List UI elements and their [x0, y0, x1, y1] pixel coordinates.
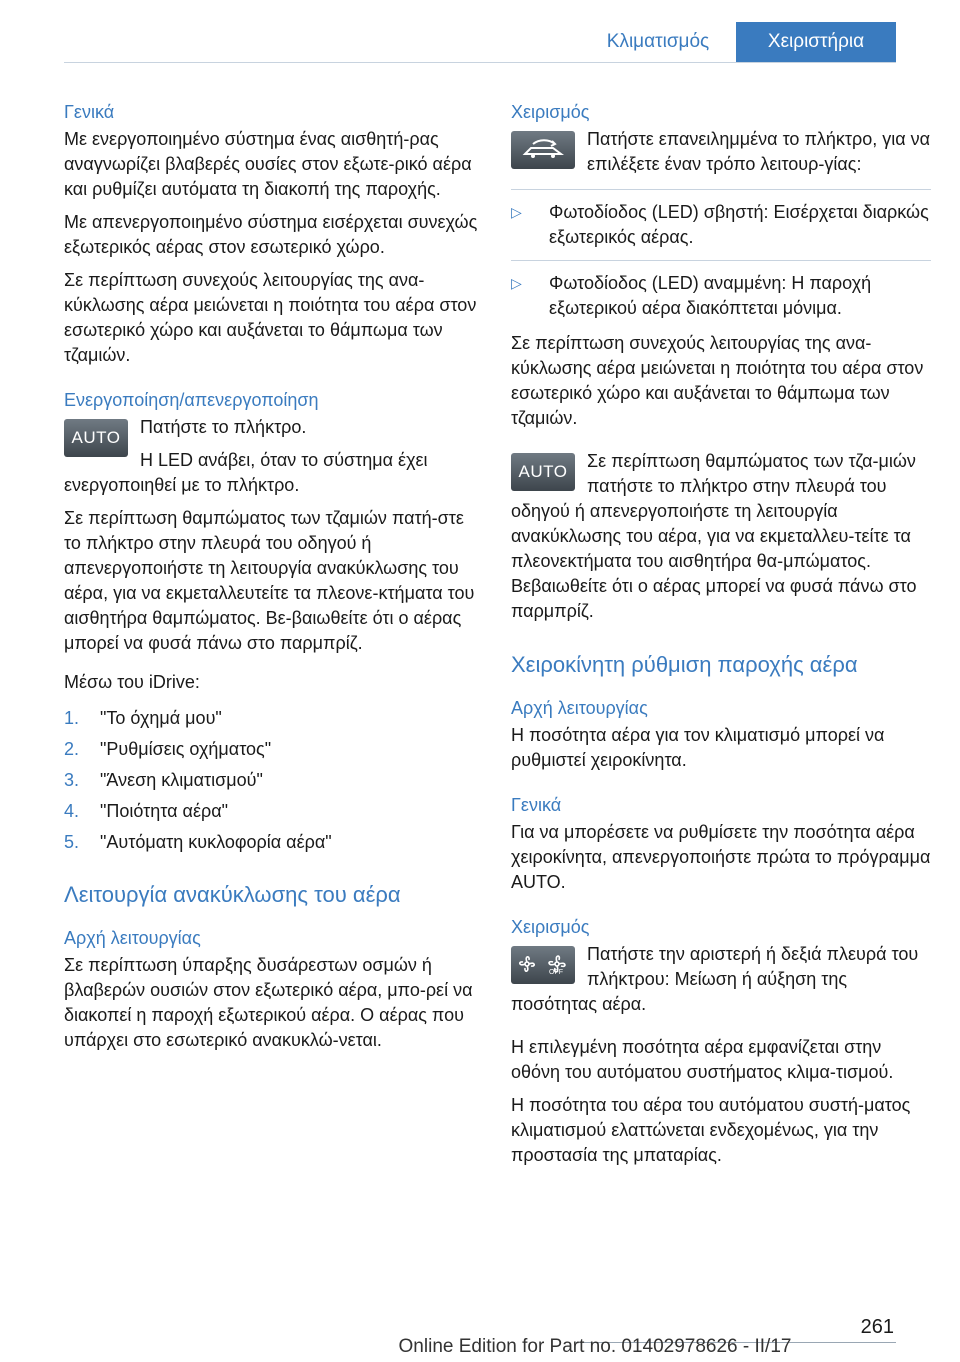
heading-manual-airflow: Χειροκίνητη ρύθμιση παροχής αέρα — [511, 652, 858, 677]
list-item: 5. "Αυτόματη κυκλοφορία αέρα" — [64, 832, 332, 852]
recirculation-button-row — [511, 127, 931, 185]
section-title-principle: Αρχή λειτουργίας — [64, 928, 201, 948]
auto-button-row — [511, 449, 931, 624]
list-item: 3. "Άνεση κλιματισμού" — [64, 770, 263, 790]
list-divider — [511, 260, 931, 261]
header-divider — [64, 62, 896, 63]
section-title-general: Γενικά — [64, 102, 115, 122]
paragraph: Σε περίπτωση θαμπώματος των τζαμιών πατή-στε το πλήκτρο στην πλευρά του οδηγού ή απενεργοποιήστε τη λειτουργία ανακύκλωσης του αέρα, για να εκμεταλλευτείτε τα πλεονε-κτήματα του αισθητήρα θαμπώματος. Βε-βαιωθείτε ότι ο αέρας μπορεί να φυσά πάνω στο παρμπρίζ. — [64, 508, 475, 653]
paragraph: Η ποσότητα αέρα για τον κλιματισμό μπορεί να ρυθμιστεί χειροκίνητα. — [511, 725, 885, 770]
paragraph: Μέσω του iDrive: — [64, 672, 200, 692]
fan-button-icon — [511, 946, 575, 984]
paragraph: Με ενεργοποιημένο σύστημα ένας αισθητή-ρας αναγνωρίζει βλαβερές ουσίες στον εξωτε-ρικό αέρα και ρυθμίζει αυτόματα τη διακοπή της παροχής. — [64, 129, 472, 199]
left-column — [64, 100, 482, 1061]
page-header — [0, 22, 960, 62]
auto-button-icon — [511, 453, 575, 491]
triangle-bullet-icon: ▷ — [511, 275, 522, 291]
list-item: 2. "Ρυθμίσεις οχήματος" — [64, 739, 272, 759]
recirculation-button-icon — [511, 131, 575, 169]
section-title-operation: Χειρισμός — [511, 102, 590, 122]
auto-button-label: AUTO — [518, 462, 568, 481]
paragraph: Σε περίπτωση συνεχούς λειτουργίας της ανα-κύκλωσης αέρα μειώνεται η ποιότητα του αέρα στον εσωτερικό χώρο και αυξάνεται το θάμπωμα των τζαμιών. — [511, 333, 924, 428]
idrive-steps — [64, 703, 482, 858]
paragraph: Με απενεργοποιημένο σύστημα εισέρχεται συνεχώς εξωτερικός αέρας στον εσωτερικό χώρο. — [64, 212, 478, 257]
paragraph: Για να μπορέσετε να ρυθμίσετε την ποσότητα αέρα χειροκίνητα, απενεργοποιήστε πρώτα το πρόγραμμα AUTO. — [511, 822, 931, 892]
paragraph: Η ποσότητα του αέρα του αυτόματου συστή-ματος κλιματισμού ελαττώνεται ενδεχομένως, για την προστασία της μπαταρίας. — [511, 1095, 911, 1165]
header-active-tab[interactable]: Χειριστήρια — [736, 22, 896, 62]
list-item: ▷ Φωτοδίοδος (LED) αναμμένη: Η παροχή εξωτερικού αέρα διακόπτεται μόνιμα. — [511, 273, 872, 318]
auto-button-row — [64, 415, 482, 506]
list-item: 1. "Το όχημά μου" — [64, 708, 222, 728]
list-divider — [511, 189, 931, 190]
paragraph: Πατήστε επανειλημμένα το πλήκτρο, για να επιλέξετε έναν τρόπο λειτουρ-γίας: — [587, 129, 931, 174]
triangle-bullet-icon: ▷ — [511, 204, 522, 220]
list-item: 4. "Ποιότητα αέρα" — [64, 801, 229, 821]
section-title-activation: Ενεργοποίηση/απενεργοποίηση — [64, 390, 319, 410]
paragraph: Πατήστε την αριστερή ή δεξιά πλευρά του πλήκτρου: Μείωση ή αύξηση της ποσότητας αέρα. — [511, 944, 919, 1014]
auto-button-icon — [64, 419, 128, 457]
section-title-principle: Αρχή λειτουργίας — [511, 698, 648, 718]
heading-recirculation: Λειτουργία ανακύκλωσης του αέρα — [64, 882, 401, 907]
paragraph: Η επιλεγμένη ποσότητα αέρα εμφανίζεται στην οθόνη του αυτόματου συστήματος κλιμα-τισμού. — [511, 1037, 894, 1082]
page-footer — [0, 1300, 960, 1362]
list-item: ▷ Φωτοδίοδος (LED) σβηστή: Εισέρχεται διαρκώς εξωτερικός αέρας. — [511, 202, 929, 247]
paragraph: Σε περίπτωση ύπαρξης δυσάρεστων οσμών ή βλαβερών ουσιών στον εξωτερικό αέρα, μπο-ρεί να διακοπεί η παροχή εξωτερικού αέρα. Ο αέρας που υπάρχει στο εσωτερικό ανακυκλώ-νεται. — [64, 955, 473, 1050]
header-section-tab[interactable]: Κλιματισμός — [606, 31, 710, 52]
mode-list — [511, 200, 931, 321]
auto-button-label: AUTO — [71, 428, 121, 447]
right-column — [511, 100, 931, 1176]
car-recirculation-icon — [521, 138, 565, 162]
paragraph: Η LED ανάβει, όταν το σύστημα έχει ενεργοποιηθεί με το πλήκτρο. — [64, 450, 428, 495]
edition-note: Online Edition for Part no. 01402978626 - II/17 — [398, 1336, 792, 1357]
paragraph: Σε περίπτωση θαμπώματος των τζα-μιών πατήστε το πλήκτρο στην πλευρά του οδηγού ή απενεργοποιήστε τη λειτουργία ανακύκλωσης του αέρα, για να εκμεταλλευ-τείτε τα πλεονεκτήματα του αισθητήρα θα-μπώματος. Βεβαιωθείτε ότι ο αέρας μπορεί να φυσά πάνω στο παρμπρίζ. — [511, 451, 917, 621]
section-title-operation: Χειρισμός — [511, 917, 590, 937]
page-number: 261 — [860, 1316, 894, 1338]
fan-off-label: OFF — [549, 968, 563, 976]
fan-button-row — [511, 942, 931, 1025]
section-title-general: Γενικά — [511, 795, 562, 815]
paragraph: Πατήστε το πλήκτρο. — [140, 417, 307, 437]
paragraph: Σε περίπτωση συνεχούς λειτουργίας της ανα-κύκλωσης αέρα μειώνεται η ποιότητα του αέρα στον εσωτερικό χώρο και αυξάνεται το θάμπωμα των τζαμιών. — [64, 270, 477, 365]
